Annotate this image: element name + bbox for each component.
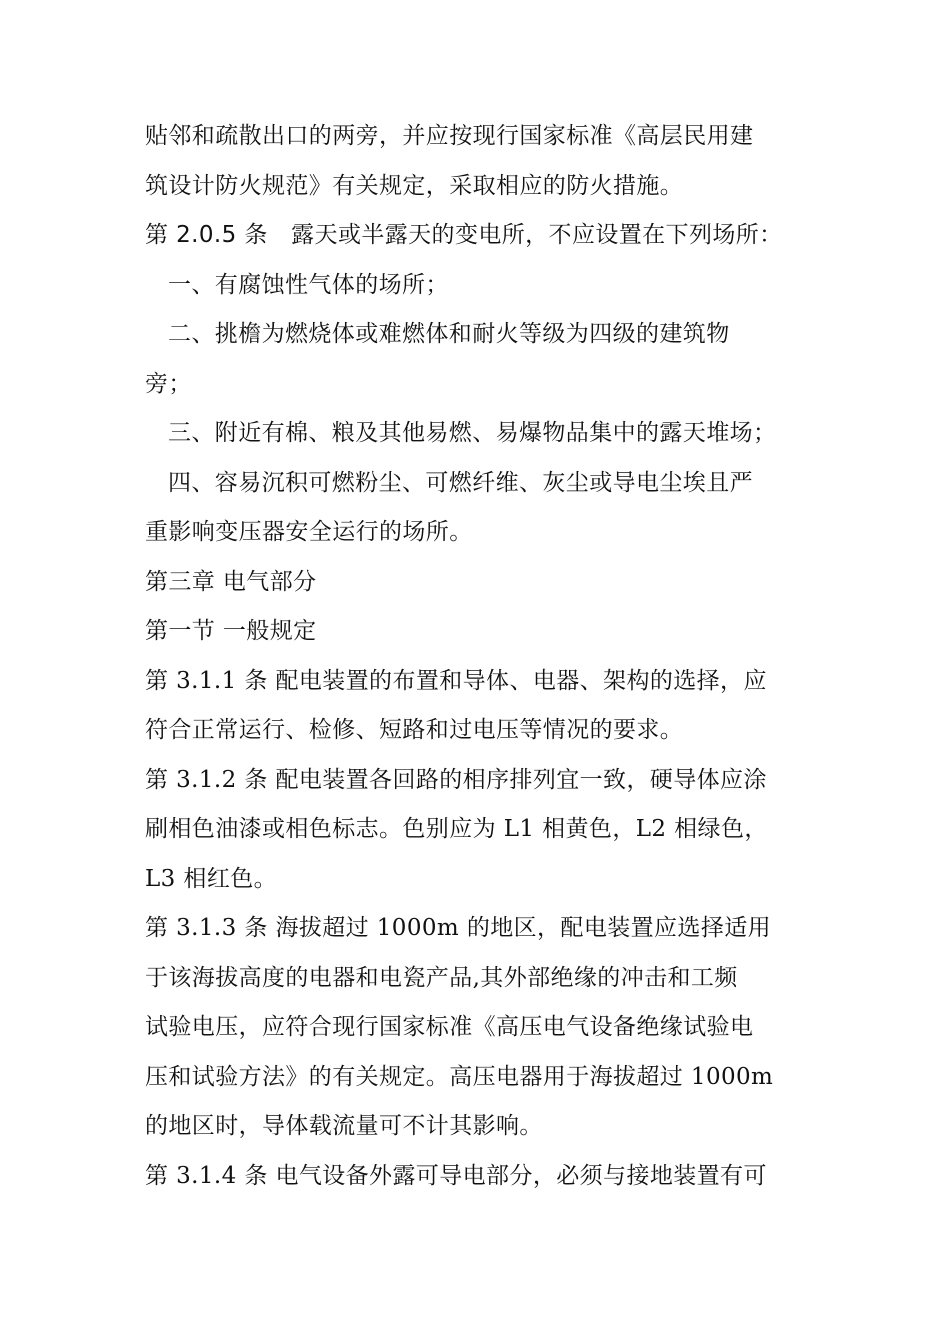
list-item: 二、挑檐为燃烧体或难燃体和耐火等级为四级的建筑物 (168, 321, 730, 347)
text-line: 贴邻和疏散出口的两旁，并应按现行国家标准《高层民用建 (145, 123, 754, 149)
text-line: 刷相色油漆或相色标志。色别应为 L1 相黄色，L2 相绿色， (145, 816, 768, 842)
text-line: 于该海拔高度的电器和电瓷产品,其外部绝缘的冲击和工频 (145, 964, 738, 991)
text-line: 符合正常运行、检修、短路和过电压等情况的要求。 (145, 717, 684, 743)
list-item: 一、有腐蚀性气体的场所； (168, 271, 449, 298)
document-body (145, 112, 810, 1201)
article-heading: 第 2.0.5 条 露天或半露天的变电所，不应设置在下列场所： (145, 222, 783, 248)
text-line: L3 相红色。 (145, 865, 278, 892)
section-heading: 第一节 一般规定 (145, 618, 317, 644)
article-heading: 第 3.1.3 条 海拔超过 1000m 的地区，配电装置应选择适用 (145, 915, 772, 941)
article-heading: 第 3.1.2 条 配电装置各回路的相序排列宜一致，硬导体应涂 (145, 766, 767, 793)
chapter-heading: 第三章 电气部分 (145, 568, 317, 595)
article-heading: 第 3.1.4 条 电气设备外露可导电部分，必须与接地装置有可 (145, 1162, 767, 1189)
article-heading: 第 3.1.1 条 配电装置的布置和导体、电器、架构的选择，应 (145, 667, 767, 694)
text-line: 的地区时，导体载流量可不计其影响。 (145, 1113, 543, 1139)
text-line: 试验电压，应符合现行国家标准《高压电气设备绝缘试验电 (145, 1014, 754, 1040)
text-line: 重影响变压器安全运行的场所。 (145, 519, 473, 545)
list-item: 四、容易沉积可燃粉尘、可燃纤维、灰尘或导电尘埃且严 (168, 469, 753, 496)
list-item: 三、附近有棉、粮及其他易燃、易爆物品集中的露天堆场； (168, 420, 777, 446)
text-line: 筑设计防火规范》有关规定，采取相应的防火措施。 (145, 172, 684, 199)
text-line: 旁； (145, 370, 192, 397)
text-line: 压和试验方法》的有关规定。高压电器用于海拔超过 1000m (145, 1063, 774, 1090)
